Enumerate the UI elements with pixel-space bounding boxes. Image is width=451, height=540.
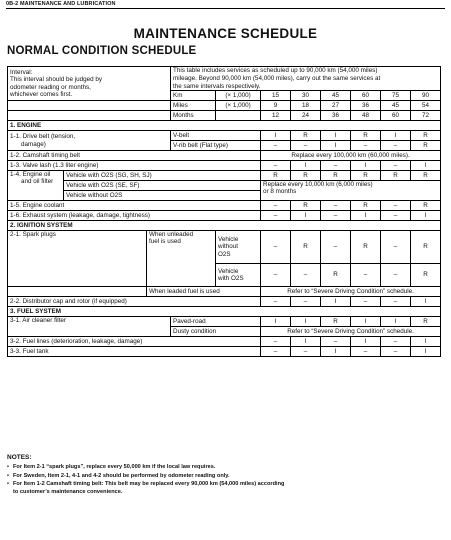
document-title: MAINTENANCE SCHEDULE bbox=[133, 26, 318, 41]
note-item: • For Sweden, Item 2-1, 4-1 and 4-2 should be performed by odometer reading only. bbox=[7, 472, 230, 479]
fuel-tank-row: 3-3. Fuel tank – – I – – I bbox=[8, 347, 441, 357]
months-row: Months 12 24 36 48 60 72 bbox=[8, 111, 441, 121]
distributor-cap-row: 2-2. Distributor cap and rotor (if equipped) – – I – – I bbox=[8, 297, 441, 307]
air-cleaner-paved-row: 3-1. Air cleaner filter Paved-road I I R I I R bbox=[8, 317, 441, 327]
notes-title: NOTES: bbox=[7, 454, 32, 461]
spark-plugs-leaded-row: When leaded fuel is used Refer to “Severe Driving Condition” schedule. bbox=[8, 287, 441, 297]
maintenance-schedule-table: Interval: This interval should be judged by odometer reading or months, whichever comes first. This table includes services as scheduled up to 90,000 km (54,000 miles) mileage. Beyond 90,000 km (54,000 miles), carry out the same services at the same intervals respectively. Km (× 1,000) 15 30 45 60 75 90 Miles (× 1,000) 9 18 27 36 45 54 Months 12 24 36 48 60 72 1. ENGINE 1-1. Drive belt (tension, damage) V-belt I R I R I R V-rib belt (Flat type) – – I – – R 1-2. Camshaft timing belt Replace every 100,000 km (60,000 miles). 1-3. Valve lash (1.3 liter engine) – I – I – I 1-4. Engine oil and oil filter Vehicle with O2S (SG, SH, SJ) R R R R R R Vehicle with O2S (SE, SF) Replace every 10,000 km (6,000 miles) or 8 months Vehicle without O2S 1-5. Engine coolant – R – R – R 1-6. Exhaust system (leakage, damage, tightness) – I – I – I 2. IGNITION SYSTEM 2-1. Spark plugs When unleaded fuel is used Vehicle without O2S – R – R – R Vehicle with O2S – – R – – R When leaded fuel is used Refer to “Severe Driving Condition” schedule. 2-2. Distributor cap and rotor (if equipped) – – I – – I 3. FUEL SYSTEM 3-1. Air cleaner filter Paved-road I I R I I R Dusty condition Refer to “Severe Driving Condition” schedule. 3-2. Fuel lines (deterioration, leakage, damage) – I – I – I 3-3. Fuel tank – – I – – I bbox=[7, 66, 441, 357]
ignition-heading: 2. IGNITION SYSTEM bbox=[8, 221, 441, 231]
engine-coolant-row: 1-5. Engine coolant – R – R – R bbox=[8, 201, 441, 211]
note-item: • For Item 2-1 “spark plugs”, replace every 50,000 km if the local law requires. bbox=[7, 464, 216, 471]
interval-description: This table includes services as scheduled up to 90,000 km (54,000 miles) bbox=[171, 67, 441, 75]
fuel-heading: 3. FUEL SYSTEM bbox=[8, 307, 441, 317]
header-rule bbox=[6, 8, 445, 9]
engine-oil-se-row: Vehicle with O2S (SE, SF) Replace every 10,000 km (6,000 miles) or 8 months bbox=[8, 181, 441, 191]
air-cleaner-dusty-row: Dusty condition Refer to “Severe Driving Condition” schedule. bbox=[8, 327, 441, 337]
miles-row: Miles (× 1,000) 9 18 27 36 45 54 bbox=[8, 101, 441, 111]
drive-belt-row: 1-1. Drive belt (tension, damage) V-belt I R I R I R bbox=[8, 131, 441, 141]
fuel-lines-row: 3-2. Fuel lines (deterioration, leakage, damage) – I – I – I bbox=[8, 337, 441, 347]
valve-lash-row: 1-3. Valve lash (1.3 liter engine) – I – I – I bbox=[8, 161, 441, 171]
engine-heading: 1. ENGINE bbox=[8, 121, 441, 131]
note-item: • For Item 1-2 Camshaft timing belt: This belt may be replaced every 90,000 km (54,000 miles) according bbox=[7, 480, 285, 487]
spark-plugs-without-o2s-row: 2-1. Spark plugs When unleaded fuel is used Vehicle without O2S – R – R – R bbox=[8, 231, 441, 264]
camshaft-belt-row: 1-2. Camshaft timing belt Replace every 100,000 km (60,000 miles). bbox=[8, 151, 441, 161]
interval-label: Interval: This interval should be judged by odometer reading or months, whichever comes first. bbox=[8, 67, 171, 101]
note-continuation: to customer’s maintenance convenience. bbox=[13, 488, 123, 495]
exhaust-system-row: 1-6. Exhaust system (leakage, damage, tightness) – I – I – I bbox=[8, 211, 441, 221]
engine-oil-no-o2s-row: Vehicle without O2S bbox=[8, 191, 441, 201]
v-rib-belt-row: V-rib belt (Flat type) – – I – – R bbox=[8, 141, 441, 151]
km-row: Km (× 1,000) 15 30 45 60 75 90 bbox=[8, 91, 441, 101]
spark-plugs-with-o2s-row: Vehicle with O2S – – R – – R bbox=[8, 264, 441, 287]
engine-oil-sg-row: 1-4. Engine oil and oil filter Vehicle with O2S (SG, SH, SJ) R R R R R R bbox=[8, 171, 441, 181]
page-header: 0B-2 MAINTENANCE AND LUBRICATION bbox=[6, 1, 116, 7]
section-title: NORMAL CONDITION SCHEDULE bbox=[7, 45, 197, 57]
notes-section bbox=[7, 453, 443, 496]
